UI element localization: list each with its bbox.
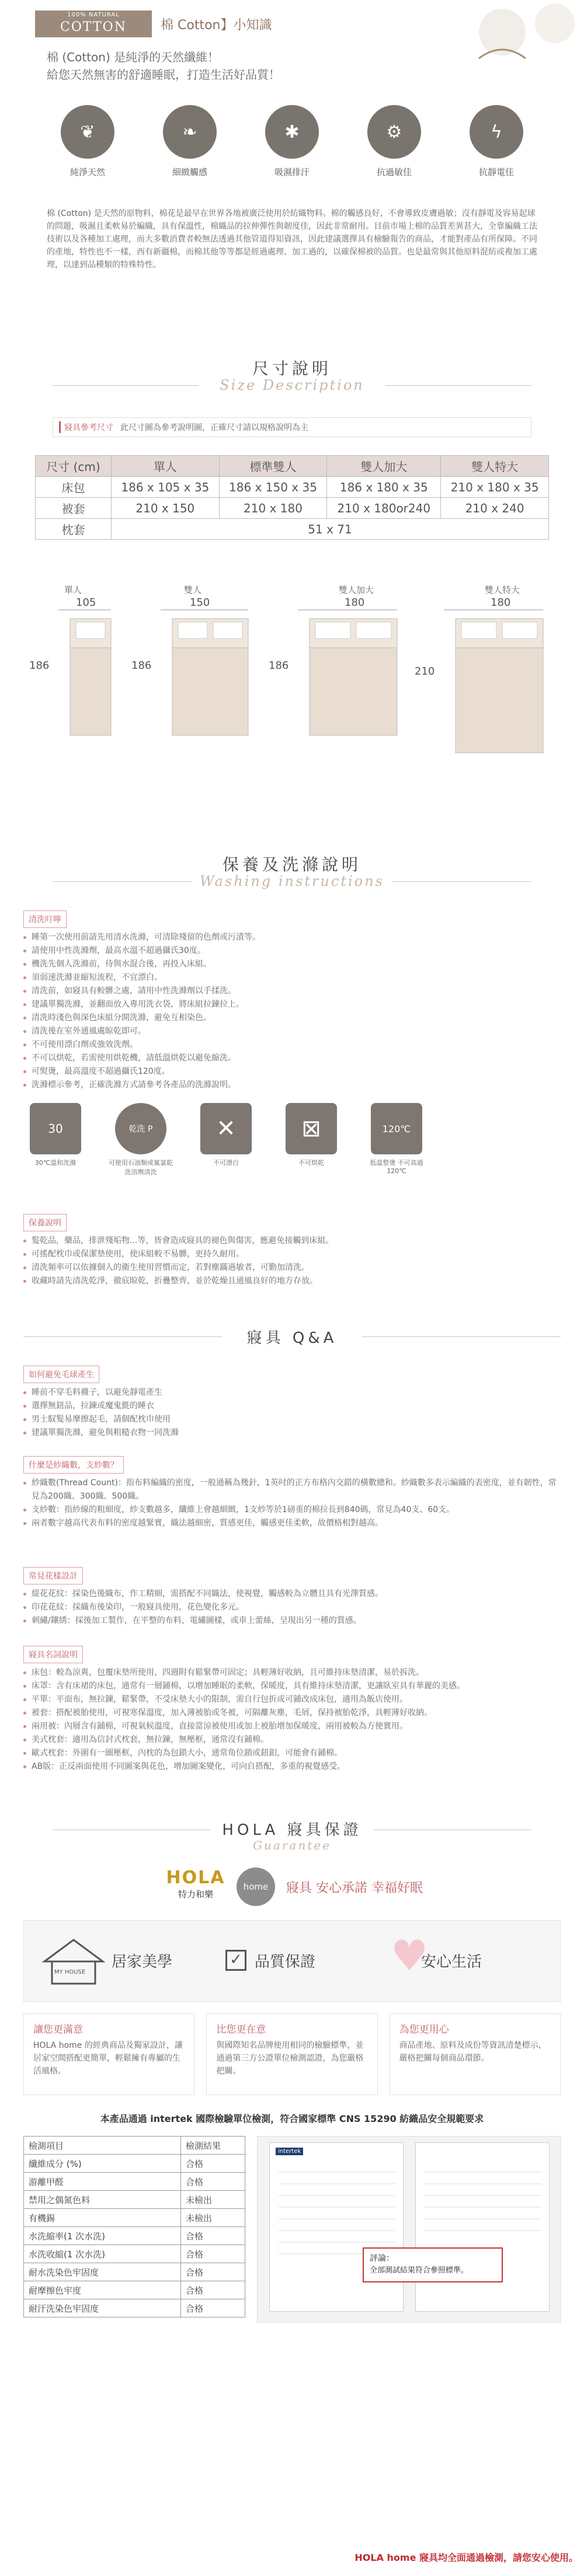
list-item: AB版：正反兩面使用不同圖案與花色，增加圖案變化，可向自搭配，多重的視覺感受。 (23, 1760, 561, 1774)
list-item: 不可以烘乾，若需使用烘乾機，請低溫烘乾以避免縮洗。 (23, 1052, 549, 1065)
size-table-header (36, 456, 549, 477)
table-row (24, 2155, 245, 2173)
list-item: 收藏時請先清洗乾淨，徹底晾乾，折疊整齊，並於乾燥且通風良好的地方存放。 (23, 1275, 549, 1288)
bed-length: 210 (415, 665, 435, 678)
bed-name: 雙人加大 (339, 585, 374, 595)
guarantee-title: HOLA 寢具保證 (222, 1821, 362, 1839)
list-item: 床包：較為涼爽，包覆床墊所使用，四週附有鬆緊帶可固定；具輕薄好收納，且可維持床墊清潔，易於拆洗。 (23, 1666, 561, 1680)
intro-line-2: 給您天然無害的舒適睡眠，打造生活好品質！ (47, 68, 280, 82)
wash-caption: 可使用石油類或氟氯乾洗溶劑清洗 (109, 1159, 173, 1176)
list-item: 清洗後在室外通風處晾乾即可。 (23, 1025, 549, 1038)
leaf-icon: ❦ (61, 105, 114, 159)
bed-length: 186 (29, 659, 50, 672)
bed-diagram-queen (269, 584, 409, 759)
table-cell: 纖維成分 (%) (24, 2155, 181, 2173)
column-title: 比您更在意 (216, 2024, 266, 2036)
list-item: 被套：搭配被胎使用，可視寒保溫度，加入薄被胎或冬被，可隔離灰塵，毛屑，保持被胎乾淨，具輕薄好收納。 (23, 1706, 561, 1720)
list-item: 刺繡/鑲綉：採後加工製作，在平整的布料，電繡圖樣，或車上蕾絲，呈現出另一種的質感。 (23, 1614, 561, 1628)
house-icon (41, 1935, 106, 1988)
keep-list (23, 1234, 549, 1288)
table-row (24, 2245, 245, 2263)
pill-list (23, 1386, 549, 1440)
table-cell: 未檢出 (181, 2191, 245, 2209)
column-body: 商品產地、原料及成份等資訊清楚標示，嚴格把關每個商品環節。 (399, 2041, 547, 2063)
bed-name: 雙人特大 (485, 585, 520, 595)
table-cell: 水洗縮率(1 次水洗) (24, 2227, 181, 2245)
table-cell: 51 x 71 (112, 519, 549, 540)
feature-label: 吸濕排汗 (274, 167, 310, 177)
cotton-title: 棉 Cotton】小知識 (161, 18, 272, 33)
wash-label: 清洗叮嚀 (23, 910, 67, 928)
column-title: 為您更用心 (399, 2024, 449, 2036)
table-row (24, 2191, 245, 2209)
list-item: 緹花花紋：採染色後織布，作工精細，需搭配不同織法，使視覺，觸感較為立體且具有光澤質感。 (23, 1587, 561, 1601)
list-item: 清洗頻率可以依據個人的衛生使用習慣而定，若對塵蹣過敏者，可勤加清洗。 (23, 1261, 549, 1275)
table-row (36, 498, 549, 519)
table-cell: 耐汗洗染色牢固度 (24, 2299, 181, 2317)
table-cell: 186 x 150 x 35 (219, 477, 327, 498)
guarantee-columns (23, 2013, 561, 2095)
no-bleach-icon: ✕ (200, 1103, 252, 1154)
size-table (35, 455, 549, 540)
list-item: 可搖配枕巾或保潔墊使用，使床組較不易髒，更持久耐用。 (23, 1248, 549, 1261)
list-item: 機洗先個人洗滌前，待與水混合後，再投入床組。 (23, 958, 549, 971)
table-row (24, 2209, 245, 2227)
wash-symbol (279, 1103, 343, 1191)
list-item: 平單：平面布，無拉鍊，鬆緊帶，不受床墊大小的限制，需自行包折或可鋪改成床包，適用為飯店使用。 (23, 1693, 561, 1706)
bed-width: 105 (76, 596, 96, 609)
bed-length: 186 (269, 659, 289, 672)
table-row (24, 2263, 245, 2281)
wash-list (23, 931, 549, 1092)
inspection-footer: HOLA home 寢具均全面通過檢測，請您安心使用。 (354, 2552, 578, 2563)
table-header (24, 2137, 245, 2155)
iron-120-icon: 120℃ (371, 1103, 422, 1154)
list-item: 清洗前，如寢具有較髒之處，請用中性洗滌劑以手揉洗。 (23, 985, 549, 998)
inspection-report-image (257, 2136, 561, 2323)
list-item: 睡前不穿毛料襪子，以避免靜電產生 (23, 1386, 549, 1399)
table-row (36, 519, 549, 540)
heart-icon: ♥ (390, 1931, 429, 1980)
care-subtitle: Washing instructions (200, 873, 384, 889)
table-row (36, 477, 549, 498)
cotton-flower-photo (467, 0, 584, 64)
badge-top-text: 100% NATURAL (67, 12, 120, 18)
wash-symbol (109, 1103, 173, 1191)
cotton-intro-paragraph: 棉 (Cotton) 是天然的原物料，棉花是最早在世界各地被廣泛使用於紡織物料。棉的觸感良好，不會導致皮膚過敏；沒有靜電及容易起球的問題，吸濕且柔軟易於編織，具有保溫性，棉織品的拉伸彈性與韌度佳，因此非常耐用。目前市場上棉的品質差異甚大，全靠編織工法技術以及各種加工處理，而大多數消費者較無法透過其他管道得知資訊，因此建議選擇具有檢驗報告的商品，才能對產品有所保障。不同的產地，特性也不一樣，西有新疆棉，而棉其他等等都是經過處理、加工過的，以確保棉被的品質。也是最常與其他原料混紡或複加工處理，以達到品種類的特殊特性。 (47, 209, 537, 270)
dryclean-icon: 乾洗 P (115, 1103, 166, 1154)
report-brand: intertek (276, 2148, 303, 2155)
feature-item (47, 105, 128, 193)
keep-label: 保養說明 (23, 1214, 67, 1231)
size-ref-text: 此尺寸圖為參考說明圖，正確尺寸請以規格說明為主 (120, 423, 308, 432)
table-cell: 床包 (36, 477, 112, 498)
guarantee-card-label: 居家美學 (112, 1953, 173, 1971)
feature-label: 純淨天然 (69, 167, 105, 177)
list-item: 清洗時淺色與深色床組分開洗滌，避免互相染色。 (23, 1011, 549, 1025)
report-page (415, 2142, 550, 2312)
list-item: 髮乾品，藥品，排泄殘垢物...等，皆會造成寢具的褪色與傷害，應避免接觸到床組。 (23, 1234, 549, 1248)
report-comment-box (363, 2247, 503, 2282)
feature-item (149, 105, 231, 193)
guarantee-card-label: 安心生活 (421, 1953, 482, 1971)
feature-row (47, 105, 537, 193)
wash-caption: 不可烘乾 (298, 1159, 324, 1167)
gear-icon: ⚙ (367, 105, 421, 159)
bed-diagram-king (415, 584, 555, 765)
no-tumble-dry-icon: ⊠ (286, 1103, 337, 1154)
table-cell: 檢測項目 (24, 2137, 181, 2155)
list-item: 美式枕套：適用為信封式枕套，無拉鍊，無壓框，通常沒有鋪棉。 (23, 1733, 561, 1747)
table-cell: 單人 (112, 456, 220, 477)
table-cell: 耐摩擦色牢度 (24, 2281, 181, 2299)
size-ref-label: 寢具參考尺寸 (59, 421, 113, 433)
table-cell: 水洗收縮(1 次水洗) (24, 2245, 181, 2263)
table-cell: 210 x 180 x 35 (441, 477, 549, 498)
feather-icon: ❧ (163, 105, 217, 159)
column-body: HOLA home 的經典商品及獨家設計，讓居家空間搭配更簡單，輕鬆擁有專屬的生活風格。 (33, 2041, 183, 2076)
list-item: 可熨燙，最高溫度不超過攝氏120度。 (23, 1065, 549, 1078)
bed-name: 單人 (64, 585, 82, 595)
guarantee-slogan: 寢具 安心承諾 幸福好眠 (286, 1881, 423, 1896)
table-cell: 未檢出 (181, 2209, 245, 2227)
feature-item (251, 105, 333, 193)
feature-item (456, 105, 537, 193)
table-cell: 合格 (181, 2281, 245, 2299)
table-row (24, 2299, 245, 2317)
table-cell: 合格 (181, 2155, 245, 2173)
type-label: 寢具名詞說明 (23, 1646, 83, 1663)
hola-logo-sub: 特力和樂 (178, 1889, 213, 1900)
size-ref-note (53, 417, 531, 437)
hola-logo-text: HOLA (166, 1868, 225, 1888)
table-cell: 210 x 180 (219, 498, 327, 519)
cotton-badge (35, 11, 152, 37)
column-body: 與國際知名品牌使用相同的檢驗標準，並通過第三方公證單位檢測認證，為您嚴格把關。 (216, 2041, 364, 2076)
bed-length: 186 (131, 659, 152, 672)
guarantee-card-label: 品質保證 (255, 1953, 316, 1971)
list-item: 建議單獨洗滌，並翻面放入專用洗衣袋，將床組拉鍊拉上。 (23, 998, 549, 1011)
wash-icons-row (23, 1103, 444, 1191)
table-row (24, 2227, 245, 2245)
list-item: 睡第一次使用前請先用清水洗滌，可清除殘留的色劑或污漬等。 (23, 931, 549, 944)
table-cell: 禁用之偶氮色料 (24, 2191, 181, 2209)
inspection-table (23, 2136, 245, 2317)
table-row (24, 2281, 245, 2299)
feature-label: 抗靜電佳 (478, 167, 514, 177)
care-title: 保養及洗滌說明 (222, 855, 361, 874)
table-cell: 雙人加大 (327, 456, 441, 477)
table-cell: 合格 (181, 2263, 245, 2281)
wash-symbol (364, 1103, 429, 1191)
table-cell: 被套 (36, 498, 112, 519)
table-cell: 合格 (181, 2227, 245, 2245)
bed-diagram-single (29, 584, 146, 759)
bed-diagrams (29, 584, 555, 765)
table-cell: 210 x 240 (441, 498, 549, 519)
table-cell: 標準雙人 (219, 456, 327, 477)
table-cell: 186 x 105 x 35 (112, 477, 220, 498)
report-page (269, 2142, 404, 2312)
list-item: 兩者數字越高代表布料的密度越緊實，織法越細密，質感更佳，觸感更佳柔軟，故價格相對越高。 (23, 1517, 561, 1530)
pill-label: 如何避免毛球產生 (23, 1366, 99, 1383)
fabric-list (23, 1587, 561, 1628)
list-item: 歐式枕套：外圍有一圈壓框，內枕的為包鎖大小，通常角位鎖或鈕釦，可能會有鋪棉。 (23, 1747, 561, 1760)
divider (362, 1336, 561, 1337)
wash-caption: 低溫整燙 不可高過 120℃ (370, 1159, 423, 1175)
feature-label: 抗過敏佳 (376, 167, 412, 177)
bed-name: 雙人 (184, 585, 202, 595)
list-item: 不可使用漂白劑或強效洗劑。 (23, 1038, 549, 1052)
size-title: 尺寸說明 (252, 359, 332, 378)
badge-main-text: COTTON (60, 20, 127, 34)
hola-logo (164, 1868, 228, 1908)
guarantee-subtitle: Guarantee (253, 1838, 331, 1852)
table-cell: 枕套 (36, 519, 112, 540)
guarantee-column (206, 2013, 377, 2095)
bed-diagram-double (131, 584, 260, 759)
size-subtitle: Size Description (220, 377, 364, 393)
feature-label: 細緻觸感 (172, 167, 207, 177)
list-item: 床罩：含有床裙的床包，通常有一層鋪棉，以增加睡眠的柔軟，保暖度，具有維持床墊清潔，更讓臥室具有華麗的美感。 (23, 1680, 561, 1693)
list-item: 男士馭髮易摩擦起毛，請個配枕巾使用 (23, 1413, 549, 1426)
column-title: 讓您更滿意 (33, 2024, 83, 2036)
fabric-label: 常見花樣設計 (23, 1567, 83, 1584)
count-list (23, 1477, 561, 1530)
list-item: 印花花紋：採織布後染印，一般寢具使用，花色變化多元。 (23, 1601, 561, 1614)
table-cell: 有機錫 (24, 2209, 181, 2227)
report-comment-label: 評論： (370, 2254, 394, 2263)
list-item: 紗織數(Thread Count)：指布料編織的密度，一般通稱為幾針，1英吋的正方布格內交錯的橫數總和。紗織數多表示編織的表密度，並有韌性，常見為200織、300織、500織。 (23, 1477, 561, 1503)
list-item: 兩用被：內層含有鋪棉，可視氣候溫度，直接當涼被使用或加上被胎增加保暖度，兩用被較為方便實用。 (23, 1720, 561, 1733)
type-list (23, 1666, 561, 1774)
report-comment-text: 全部測試結果符合參照標準。 (370, 2266, 469, 2275)
wash-symbol (194, 1103, 258, 1191)
list-item: 洗滌標示參考，正確洗滌方式請參考各產品的洗滌說明。 (23, 1078, 549, 1092)
guarantee-column (390, 2013, 561, 2095)
guarantee-banner (23, 1920, 561, 2002)
lightning-icon: ϟ (470, 105, 523, 159)
table-cell: 雙人特大 (441, 456, 549, 477)
bed-width: 150 (190, 596, 210, 609)
qa-title: 寢具 Q&A (246, 1329, 338, 1347)
table-cell: 游離甲醛 (24, 2173, 181, 2191)
house-tag: MY HOUSE (54, 1969, 86, 1975)
wash-symbol (23, 1103, 88, 1191)
intro-line-1: 棉 (Cotton) 是純淨的天然纖維！ (47, 50, 220, 64)
absorb-icon: ✱ (265, 105, 319, 159)
table-row (24, 2173, 245, 2191)
inspection-headline: 本產品通過 intertek 國際檢驗單位檢測，符合國家標準 CNS 15290 紡織品安全規範要求 (100, 2113, 484, 2124)
checkbox-icon: ✓ (225, 1950, 246, 1971)
table-cell: 210 x 150 (112, 498, 220, 519)
bed-width: 180 (345, 596, 365, 609)
table-cell: 尺寸 (cm) (36, 456, 112, 477)
list-item: 建議單獨洗滌，避免與粗糙衣物一同洗滌 (23, 1426, 549, 1440)
table-cell: 合格 (181, 2173, 245, 2191)
list-item: 支紗數：指紗線的粗細度，紗支數越多，纖維上會越細緻，1支紗等於1磅重的棉拉長到840碼，常見為40支、60支。 (23, 1503, 561, 1517)
feature-item (353, 105, 435, 193)
table-cell: 耐水洗染色牢固度 (24, 2263, 181, 2281)
table-cell: 檢測結果 (181, 2137, 245, 2155)
table-cell: 186 x 180 x 35 (327, 477, 441, 498)
wash-caption: 不可漂白 (213, 1159, 239, 1167)
table-cell: 合格 (181, 2299, 245, 2317)
table-cell: 210 x 180or240 (327, 498, 441, 519)
list-item: 須弱速洗滌並縮短流程，不宜漂白。 (23, 971, 549, 985)
guarantee-column (23, 2013, 194, 2095)
bed-width: 180 (491, 596, 511, 609)
count-label: 什麼是紗織數，支紗數？ (23, 1456, 124, 1474)
table-cell: 合格 (181, 2245, 245, 2263)
list-item: 選擇無鈕品，拉鍊或魔鬼氈的睡衣 (23, 1399, 549, 1413)
list-item: 請使用中性洗滌劑，最高水溫不超過攝氏30度。 (23, 944, 549, 958)
wash-30-icon: 30 (30, 1103, 81, 1154)
wash-caption: 30℃溫和洗滌 (34, 1159, 77, 1167)
home-logo: home (237, 1868, 275, 1906)
